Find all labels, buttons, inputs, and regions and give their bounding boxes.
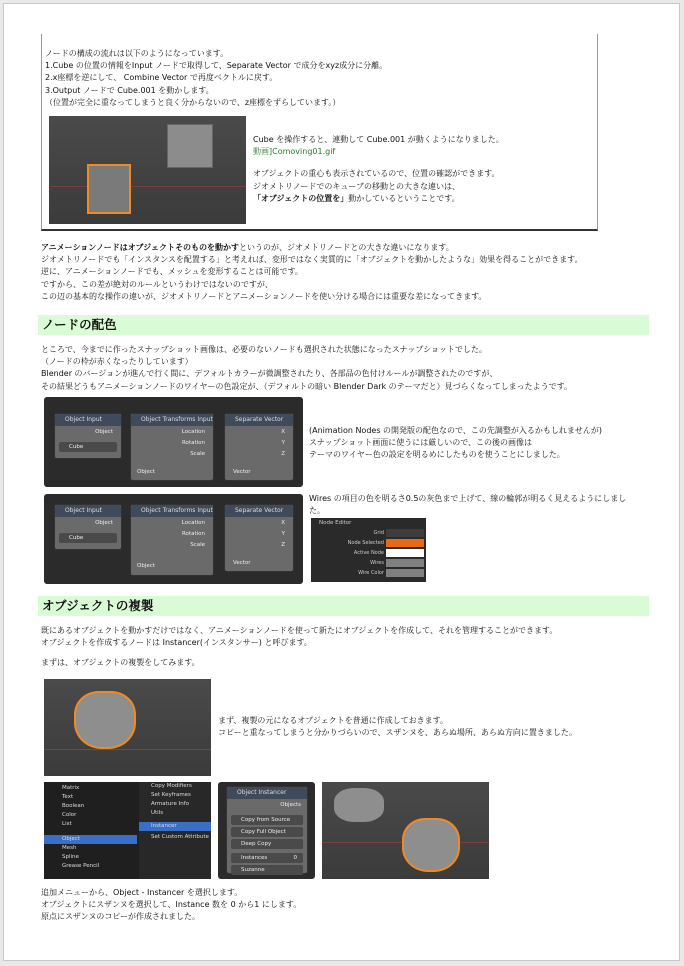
intro-line: （位置が完全に重なってしまうと良く分からないので、z座標をずらしています。） xyxy=(45,97,341,107)
theme-color-swatch[interactable] xyxy=(386,529,424,537)
suzanne-copy xyxy=(402,818,460,872)
monkey-note xyxy=(218,715,577,739)
menu-item[interactable]: Matrix xyxy=(62,785,80,791)
menu-item[interactable]: Color xyxy=(62,812,77,818)
theme-row-label: Wires xyxy=(370,560,384,566)
x-label: X xyxy=(281,520,285,526)
intro-line: 1.Cube の位置の情報をInput ノードで取得して、Separate Vector で成分をxyz成分に分離。 xyxy=(45,61,388,71)
theme-rows xyxy=(311,528,426,578)
para1-line: ジオメトリノードでも「インスタンスを配置する」と考えれば、変形ではなく実質的に「オブジェクトを動かしたような」効果を得ることができます。 xyxy=(41,255,583,265)
menu-item[interactable]: List xyxy=(62,821,72,827)
note1-line: (Animation Nodes の開発版の配色なので、この先調整が入るかもしれませんが) xyxy=(309,426,602,435)
para1-line: この辺の基本的な操作の違いが、ジオメトリノードとアニメーションノードを使い分ける場合には重要な差になってきます。 xyxy=(41,291,487,301)
intro-text xyxy=(45,48,387,109)
section1-line: （ノードの枠が赤くなったりしています） xyxy=(41,357,193,367)
note1-line: テーマのワイヤー色の設定を明るめにしたものを使うことにしました。 xyxy=(309,450,565,460)
object-field[interactable]: Cube xyxy=(59,442,117,452)
intro-box xyxy=(41,34,598,231)
menu-item[interactable]: Text xyxy=(62,794,74,800)
menu-item[interactable]: Object xyxy=(44,835,137,844)
location-label: Location xyxy=(181,429,205,435)
menu-item[interactable]: Armature Info xyxy=(151,801,189,807)
object-input-label: Object xyxy=(137,563,155,569)
section2-line: 既にあるオブジェクトを動かすだけではなく、アニメーションノードを使って新たにオブジェクトを作成して、それを管理することができます。 xyxy=(41,626,558,635)
section1-line: ところで、今までに作ったスナップショット画像は、必要のないノードも選択された状態になったスナップショットでした。 xyxy=(41,345,487,354)
monkey-note-line: コピーと重なってしまうと分かりづらいので、スザンヌを、あらぬ場所、あらぬ方向に置きました。 xyxy=(218,728,577,738)
section2-line: オブジェクトを作成するノードは Instancer(インスタンサー) と呼びます。 xyxy=(41,638,312,648)
object-input-title: Object Input xyxy=(55,414,121,426)
instances-count: 0 xyxy=(293,855,297,861)
separate-vector-node xyxy=(224,413,294,481)
section1-line: Blender のバージョンが進んで行く間に、デフォルトカラーが微調整されたり、各部品の色付けルールが調整されたのですが、 xyxy=(41,369,498,379)
section2-line: まずは、オブジェクトの複製をしてみます。 xyxy=(41,658,200,668)
object-input-node xyxy=(54,504,122,550)
menu-left xyxy=(44,784,137,871)
copy-full-object-checkbox[interactable]: Copy Full Object xyxy=(231,827,303,837)
menu-item[interactable]: Instancer xyxy=(139,822,211,831)
scale-label: Scale xyxy=(190,451,205,457)
section-heading-object-duplicate: オブジェクトの複製 xyxy=(38,596,649,616)
para1-line: 逆に、アニメーションノードでも、メッシュを変形することは可能です。 xyxy=(41,267,303,277)
theme-color-swatch[interactable] xyxy=(386,559,424,567)
monkey-viewport-image xyxy=(44,679,211,776)
suzanne-field[interactable]: Suzanne xyxy=(231,865,303,875)
page xyxy=(3,3,680,961)
note1-line: スナップショット画面に使うには厳しいので、この後の画像は xyxy=(309,438,533,448)
footer-line: オブジェクトにスザンヌを選択して、Instance 数を 0 から1 にします。 xyxy=(41,900,302,910)
menu-item[interactable]: Boolean xyxy=(62,803,85,809)
section1-line: その結果どうもアニメーションノードのワイヤーの色設定が、（デフォルトの暗い Blender Dark のテーマだと）見づらくなってしまったようです。 xyxy=(41,381,573,391)
caption1: Cube を操作すると、連動して Cube.001 が動くようになりました。 xyxy=(253,135,504,144)
menu-item[interactable]: Set Custom Attribute xyxy=(151,834,209,840)
objects-label: Objects xyxy=(280,802,301,808)
copy-from-source-checkbox[interactable]: Copy from Source xyxy=(231,815,303,825)
instancer-title: Object Instancer xyxy=(227,787,307,799)
menu-item[interactable]: Copy Modifiers xyxy=(151,783,192,789)
z-label: Z xyxy=(281,542,285,548)
object-output-label: Object xyxy=(95,429,113,435)
transforms-node xyxy=(130,413,214,481)
object-input-title: Object Input xyxy=(55,505,121,517)
para1-rest: というのが、ジオメトリノードとの大きな違いになります。 xyxy=(239,243,454,252)
node-screenshot-1 xyxy=(44,397,303,487)
theme-color-swatch[interactable] xyxy=(386,539,424,547)
add-menu-screenshot xyxy=(44,782,211,879)
y-label: Y xyxy=(281,440,285,446)
theme-row xyxy=(311,548,426,558)
x-label: X xyxy=(281,429,285,435)
object-output-label: Object xyxy=(95,520,113,526)
caption2: オブジェクトの重心も表示されているので、位置の確認ができます。 xyxy=(253,169,500,179)
deep-copy-checkbox[interactable]: Deep Copy xyxy=(231,839,303,849)
instancer-screenshot xyxy=(218,782,315,879)
object-input-label: Object xyxy=(137,469,155,475)
menu-item[interactable]: Grease Pencil xyxy=(62,863,100,869)
object-input-node xyxy=(54,413,122,459)
separate-vector-node xyxy=(224,504,294,572)
para1-bold: アニメーションノードはオブジェクトそのものを動かす xyxy=(41,243,239,252)
theme-row xyxy=(311,528,426,538)
location-label: Location xyxy=(181,520,205,526)
caption4-bold: 「オブジェクトの位置を」 xyxy=(253,193,349,203)
menu-item[interactable]: Mesh xyxy=(62,845,77,851)
section-heading-node-colors: ノードの配色 xyxy=(38,315,649,335)
theme-color-swatch[interactable] xyxy=(386,549,424,557)
separate-title: Separate Vector xyxy=(225,414,293,426)
menu-item[interactable]: Utils xyxy=(151,810,164,816)
theme-color-swatch[interactable] xyxy=(386,569,424,577)
theme-row xyxy=(311,568,426,578)
footer-line: 原点にスザンヌのコピーが作成されました。 xyxy=(41,912,201,922)
theme-row-label: Node Selected xyxy=(347,540,384,546)
intro-line: 2.x座標を逆にして、 Combine Vector で再度ベクトルに戻す。 xyxy=(45,73,278,83)
note2 xyxy=(309,493,626,517)
intro-line: ノードの構成の流れは以下のようになっています。 xyxy=(45,49,229,58)
section1-text xyxy=(41,344,572,393)
scale-label: Scale xyxy=(190,542,205,548)
node-screenshot-2 xyxy=(44,494,303,584)
instances-label: Instances xyxy=(241,855,268,861)
menu-item[interactable]: Spline xyxy=(62,854,79,860)
para1 xyxy=(41,242,583,303)
suzanne-original xyxy=(334,788,384,822)
theme-row-label: Grid xyxy=(373,530,384,536)
menu-right xyxy=(139,782,211,879)
footer-line: 追加メニューから、Object - Instancer を選択します。 xyxy=(41,888,243,897)
transforms-title: Object Transforms Input xyxy=(131,505,213,517)
theme-row-label: Wire Color xyxy=(358,570,384,576)
intro-line: 3.Output ノードで Cube.001 を動かします。 xyxy=(45,85,214,95)
section2-footer xyxy=(41,887,301,924)
suzanne-selected xyxy=(74,691,136,749)
monkey-note-line: まず、複製の元になるオブジェクトを普通に作成しておきます。 xyxy=(218,716,448,725)
theme-title: Node Editor xyxy=(319,520,352,526)
caption3: ジオメトリノードでのキューブの移動との大きな違いは、 xyxy=(253,181,460,191)
x-axis-line xyxy=(49,186,246,187)
note1 xyxy=(309,425,602,462)
note2-line: Wires の項目の色を明るさ0.5の灰色まで上げて、線の輪郭が明るく見えるようにしまし xyxy=(309,494,627,503)
grid-line xyxy=(44,749,211,750)
object-field[interactable]: Cube xyxy=(59,533,117,543)
instances-field[interactable] xyxy=(231,853,303,863)
theme-panel xyxy=(311,518,426,582)
theme-row-label: Active Node xyxy=(353,550,384,556)
cube001 xyxy=(167,124,213,168)
transforms-node xyxy=(130,504,214,576)
theme-row xyxy=(311,558,426,568)
theme-row xyxy=(311,538,426,548)
z-label: Z xyxy=(281,451,285,457)
note2-line: た。 xyxy=(309,506,325,516)
caption4-rest: 動かしているということです。 xyxy=(348,193,460,203)
instancer-node xyxy=(226,786,308,874)
cube-selected xyxy=(87,164,131,214)
separate-title: Separate Vector xyxy=(225,505,293,517)
intro-caption xyxy=(253,134,504,205)
menu-item[interactable]: Set Keyframes xyxy=(151,792,191,798)
section2-text xyxy=(41,625,557,670)
rotation-label: Rotation xyxy=(181,440,205,446)
vector-label: Vector xyxy=(233,560,251,566)
gif-link[interactable]: 動画]Comoving01.gif xyxy=(253,147,336,157)
y-label: Y xyxy=(281,531,285,537)
para1-line: ですから、この差が絶対のルールというわけではないのですが、 xyxy=(41,279,273,289)
vector-label: Vector xyxy=(233,469,251,475)
rotation-label: Rotation xyxy=(181,531,205,537)
transforms-title: Object Transforms Input xyxy=(131,414,213,426)
result-viewport-image xyxy=(322,782,489,879)
cube-viewport-image xyxy=(49,116,246,224)
